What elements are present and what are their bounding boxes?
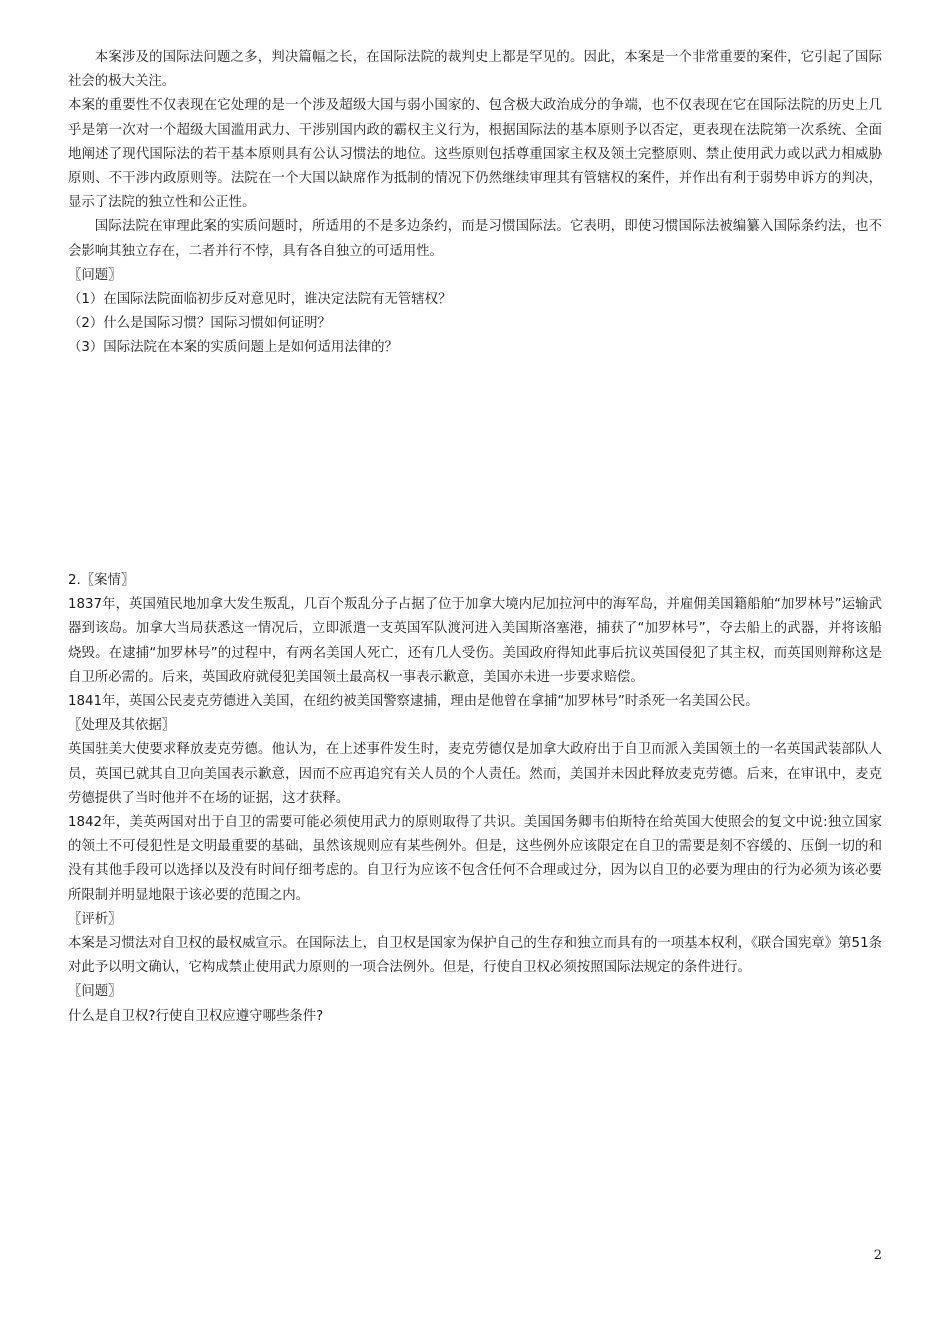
case1-questions-heading: 〖问题〗: [68, 267, 122, 283]
case2-question: 什么是自卫权?行使自卫权应遵守哪些条件?: [68, 1008, 324, 1024]
case2-handling-heading: 〖处理及其依据〗: [68, 718, 176, 734]
case2-section: [68, 569, 882, 1029]
case1-question-3: （3）国际法院在本案的实质问题上是如何适用法律的？: [68, 340, 398, 356]
case1-paragraph-importance: 本案涉及的国际法问题之多，判决篇幅之长，在国际法院的裁判史上都是罕见的。因此，本案是一个非常重要的案件，它引起了国际社会的极大关注。: [68, 50, 882, 90]
page-number: 2: [873, 1248, 882, 1263]
case1-question-1: （1）在国际法院面临初步反对意见时，谁决定法院有无管辖权？: [68, 292, 452, 308]
case1-question-2: （2）什么是国际习惯？国际习惯如何证明？: [68, 316, 331, 332]
case2-handling-1842: 1842年，美英两国对出于自卫的需要可能必须使用武力的原则取得了共识。美国国务卿韦伯斯特在给英国大使照会的复文中说:独立国家的领土不可侵犯性是文明最重要的基础，虽然该规则应有某些例外。但是，这些例外应该限定在自卫的需要是刻不容缓的、压倒一切的和没有其他手段可以选择以及没有时间仔细考虑的。自卫行为应该不包含任何不合理或过分，因为以自卫的必要为理由的行为必须为该必要所限制并明显地限于该必要的范围之内。: [68, 815, 882, 903]
case2-question-heading: 〖问题〗: [68, 984, 122, 1000]
case1-section: [68, 46, 882, 361]
case2-handling-release: 英国驻美大使要求释放麦克劳德。他认为，在上述事件发生时，麦克劳德仅是加拿大政府出于自卫而派入美国领土的一名英国武装部队人员，英国已就其自卫向美国表示歉意，因而不应再追究有关人员的个人责任。然而，美国并未因此释放麦克劳德。后来，在审讯中，麦克劳德提供了当时他并不在场的证据，这才获释。: [68, 742, 882, 806]
case2-heading: 2.〖案情〗: [68, 573, 135, 588]
case1-paragraph-significance: 本案的重要性不仅表现在它处理的是一个涉及超级大国与弱小国家的、包含极大政治成分的争端，也不仅表现在它在国际法院的历史上几乎是第一次对一个超级大国滥用武力、干涉别国内政的霸权主义行为，根据国际法的基本原则予以否定，更表现在法院第一次系统、全面地阐述了现代国际法的若干基本原则具有公认习惯法的地位。这些原则包括尊重国家主权及领土完整原则、禁止使用武力或以武力相威胁原则、不干涉内政原则等。法院在一个大国以缺席作为抵制的情况下仍然继续审理其有管辖权的案件，并作出有利于弱势申诉方的判决，显示了法院的独立性和公正性。: [68, 98, 882, 211]
case1-paragraph-customary-law: 国际法院在审理此案的实质问题时，所适用的不是多边条约，而是习惯国际法。它表明，即使习惯国际法被编纂入国际条约法，也不会影响其独立存在，二者并行不悖，具有各自独立的可适用性。: [68, 219, 882, 259]
case2-comment: 本案是习惯法对自卫权的最权威宣示。在国际法上，自卫权是国家为保护自己的生存和独立而具有的一项基本权利，《联合国宪章》第51条对此予以明文确认，它构成禁止使用武力原则的一项合法例外。但是，行使自卫权必须按照国际法规定的条件进行。: [68, 936, 882, 976]
case2-facts-1841: 1841年，英国公民麦克劳德进入美国，在纽约被美国警察逮捕，理由是他曾在拿捕“加罗林号”时杀死一名美国公民。: [68, 694, 759, 710]
case2-facts-1837: 1837年，英国殖民地加拿大发生叛乱，几百个叛乱分子占据了位于加拿大境内尼加拉河中的海军岛，并雇佣美国籍船舶“加罗林号”运输武器到该岛。加拿大当局获悉这一情况后，立即派遣一支英国军队渡河进入美国斯洛塞港，捕获了“加罗林号”，夺去船上的武器，并将该船烧毁。在逮捕“加罗林号”的过程中，有两名美国人死亡，还有几人受伤。美国政府得知此事后抗议英国侵犯了其主权，而英国则辩称这是自卫所必需的。后来，英国政府就侵犯美国领土最高权一事表示歉意，美国亦未进一步要求赔偿。: [68, 597, 882, 685]
case2-comment-heading: 〖评析〗: [68, 911, 122, 927]
